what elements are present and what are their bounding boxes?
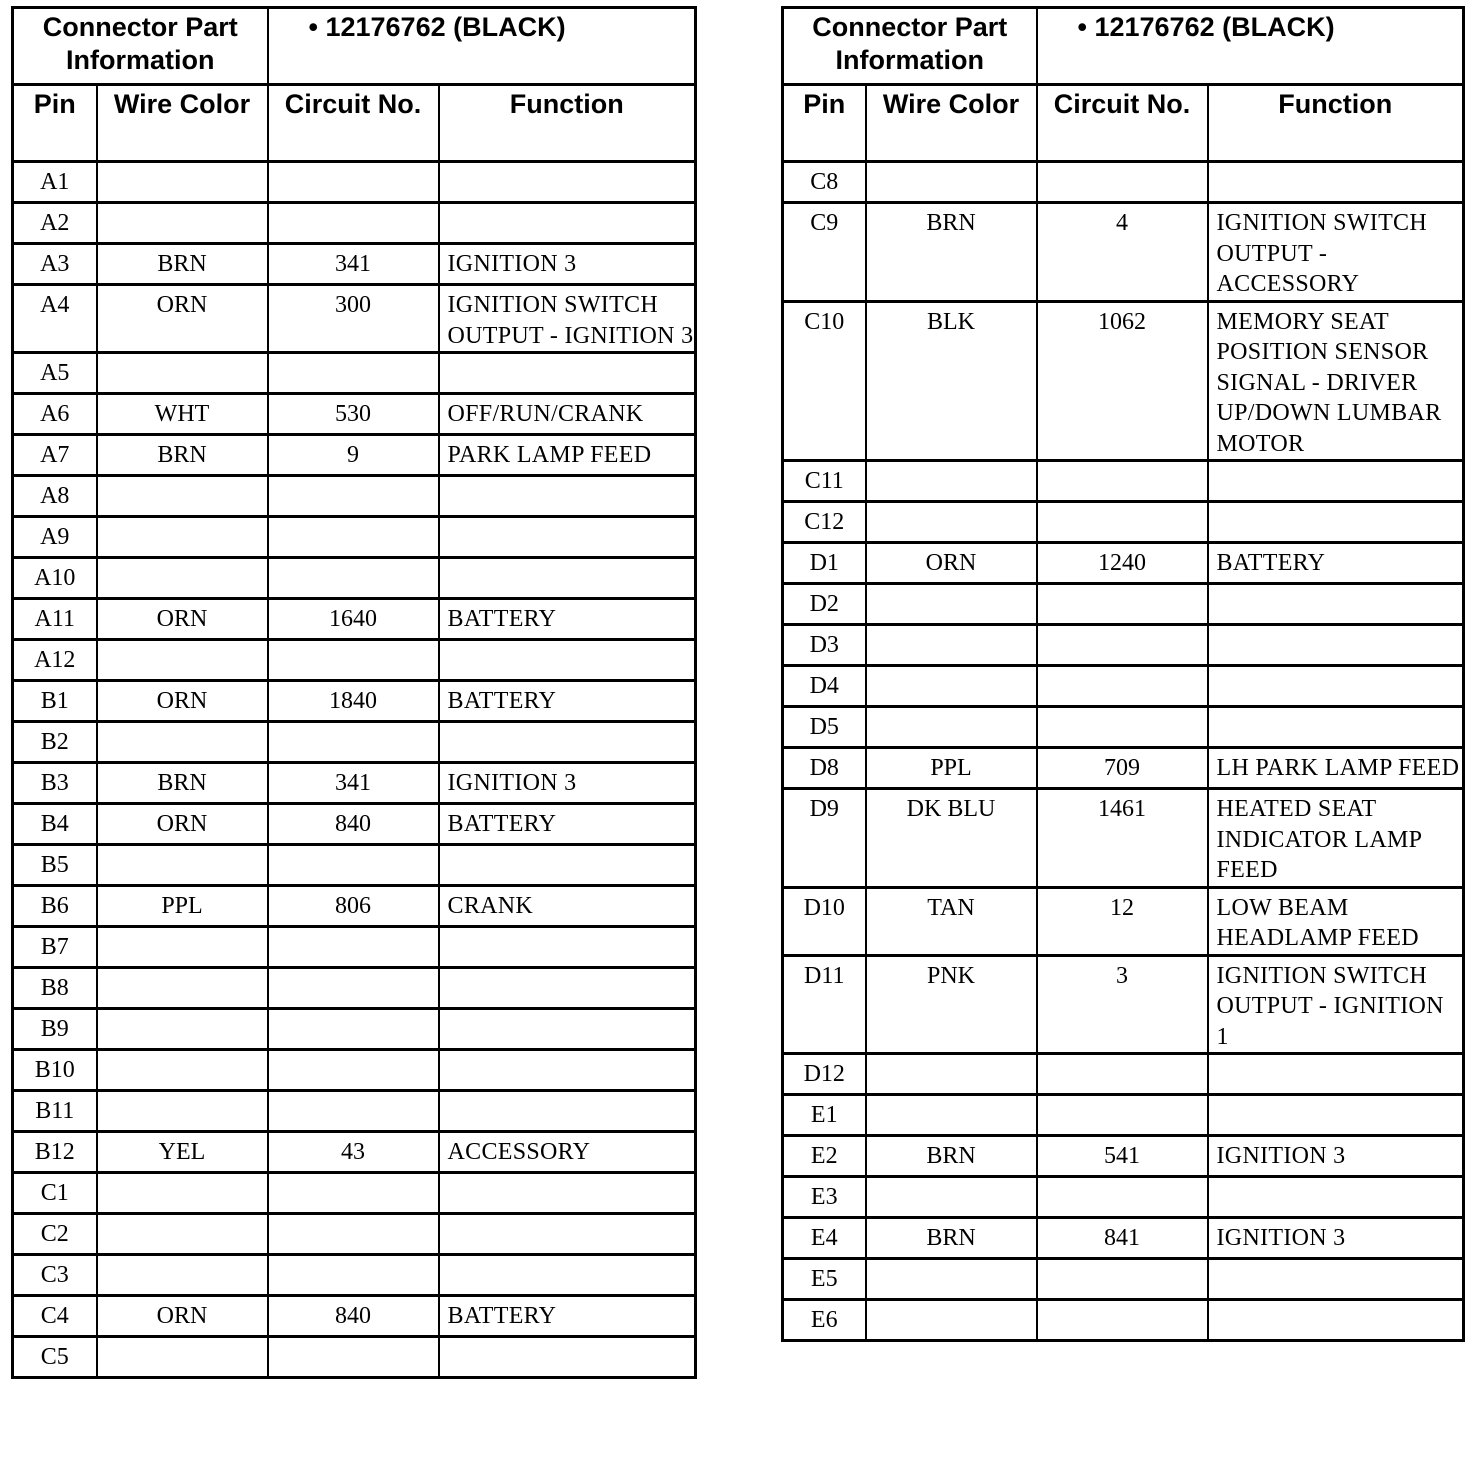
wire-color-cell: PNK bbox=[866, 955, 1037, 1054]
circuit-number-cell bbox=[268, 1050, 439, 1091]
pin-cell: E1 bbox=[783, 1095, 866, 1136]
circuit-number-cell bbox=[268, 1255, 439, 1296]
wire-color-cell: TAN bbox=[866, 887, 1037, 955]
pin-cell: C5 bbox=[13, 1337, 97, 1378]
table-row bbox=[13, 244, 696, 285]
function-cell bbox=[439, 722, 696, 763]
column-header-wire-color: Wire Color bbox=[97, 85, 268, 162]
table-row bbox=[783, 1259, 1464, 1300]
function-cell bbox=[1208, 1177, 1464, 1218]
table-row bbox=[13, 1050, 696, 1091]
wire-color-cell: ORN bbox=[97, 285, 268, 353]
table-row bbox=[13, 722, 696, 763]
wire-color-cell bbox=[97, 1091, 268, 1132]
pin-cell: B7 bbox=[13, 927, 97, 968]
pin-cell: B8 bbox=[13, 968, 97, 1009]
pin-cell: E4 bbox=[783, 1218, 866, 1259]
table-row bbox=[13, 162, 696, 203]
function-cell bbox=[1208, 1300, 1464, 1341]
function-cell: HEATED SEAT INDICATOR LAMP FEED bbox=[1208, 789, 1464, 888]
pin-cell: D9 bbox=[783, 789, 866, 888]
table-row bbox=[13, 1255, 696, 1296]
circuit-number-cell bbox=[268, 203, 439, 244]
table-row bbox=[13, 1091, 696, 1132]
function-cell: IGNITION 3 bbox=[1208, 1136, 1464, 1177]
function-cell bbox=[439, 640, 696, 681]
circuit-number-cell bbox=[1037, 1177, 1208, 1218]
wire-color-cell bbox=[866, 1095, 1037, 1136]
function-cell bbox=[439, 1214, 696, 1255]
circuit-number-cell bbox=[268, 353, 439, 394]
table-row bbox=[783, 1054, 1464, 1095]
wire-color-cell: BRN bbox=[866, 203, 1037, 302]
function-cell bbox=[439, 558, 696, 599]
table-row bbox=[13, 394, 696, 435]
function-cell: BATTERY bbox=[439, 599, 696, 640]
circuit-number-cell: 840 bbox=[268, 804, 439, 845]
circuit-number-cell bbox=[1037, 625, 1208, 666]
wire-color-cell: BRN bbox=[866, 1218, 1037, 1259]
pin-cell: A4 bbox=[13, 285, 97, 353]
table-row bbox=[783, 543, 1464, 584]
circuit-number-cell: 341 bbox=[268, 763, 439, 804]
wire-color-cell bbox=[97, 203, 268, 244]
circuit-number-cell: 840 bbox=[268, 1296, 439, 1337]
wire-color-cell bbox=[97, 722, 268, 763]
wire-color-cell bbox=[97, 476, 268, 517]
table-row bbox=[783, 301, 1464, 461]
connector-table-left bbox=[11, 6, 697, 1379]
pin-cell: B3 bbox=[13, 763, 97, 804]
function-cell bbox=[1208, 666, 1464, 707]
table-row bbox=[13, 968, 696, 1009]
table-row bbox=[783, 461, 1464, 502]
function-cell: LH PARK LAMP FEED bbox=[1208, 748, 1464, 789]
circuit-number-cell bbox=[268, 476, 439, 517]
wire-color-cell: ORN bbox=[97, 1296, 268, 1337]
circuit-number-cell: 43 bbox=[268, 1132, 439, 1173]
circuit-number-cell bbox=[1037, 707, 1208, 748]
table-row bbox=[13, 845, 696, 886]
function-cell: BATTERY bbox=[439, 804, 696, 845]
table-row bbox=[13, 886, 696, 927]
function-cell bbox=[439, 353, 696, 394]
column-header-function: Function bbox=[439, 85, 696, 162]
table-row bbox=[13, 927, 696, 968]
circuit-number-cell bbox=[268, 1214, 439, 1255]
pin-cell: B4 bbox=[13, 804, 97, 845]
table-row bbox=[13, 1132, 696, 1173]
table-row bbox=[783, 162, 1464, 203]
function-cell: IGNITION 3 bbox=[439, 763, 696, 804]
circuit-number-cell: 1640 bbox=[268, 599, 439, 640]
function-cell bbox=[439, 517, 696, 558]
wire-color-cell: ORN bbox=[866, 543, 1037, 584]
table-row bbox=[783, 203, 1464, 302]
function-cell bbox=[1208, 1095, 1464, 1136]
function-cell bbox=[439, 1050, 696, 1091]
wire-color-cell bbox=[866, 1177, 1037, 1218]
table-row bbox=[13, 599, 696, 640]
circuit-number-cell: 1840 bbox=[268, 681, 439, 722]
table-row bbox=[783, 887, 1464, 955]
circuit-number-cell bbox=[1037, 584, 1208, 625]
function-cell bbox=[1208, 1259, 1464, 1300]
pin-cell: D2 bbox=[783, 584, 866, 625]
table-row bbox=[783, 1218, 1464, 1259]
table-row bbox=[13, 640, 696, 681]
wire-color-cell bbox=[97, 845, 268, 886]
circuit-number-cell bbox=[1037, 1054, 1208, 1095]
table-row bbox=[13, 1173, 696, 1214]
table-row bbox=[13, 203, 696, 244]
circuit-number-cell: 1461 bbox=[1037, 789, 1208, 888]
pin-cell: C10 bbox=[783, 301, 866, 461]
circuit-number-cell bbox=[268, 1009, 439, 1050]
pin-cell: C3 bbox=[13, 1255, 97, 1296]
pin-cell: E3 bbox=[783, 1177, 866, 1218]
pin-cell: D5 bbox=[783, 707, 866, 748]
function-cell: CRANK bbox=[439, 886, 696, 927]
circuit-number-cell: 1240 bbox=[1037, 543, 1208, 584]
table-row bbox=[783, 1300, 1464, 1341]
wire-color-cell bbox=[97, 1337, 268, 1378]
table-row bbox=[13, 763, 696, 804]
table-row bbox=[783, 789, 1464, 888]
pin-cell: C9 bbox=[783, 203, 866, 302]
table-row bbox=[13, 517, 696, 558]
wire-color-cell bbox=[866, 707, 1037, 748]
circuit-number-cell: 4 bbox=[1037, 203, 1208, 302]
circuit-number-cell bbox=[1037, 666, 1208, 707]
circuit-number-cell: 841 bbox=[1037, 1218, 1208, 1259]
column-header-circuit-no: Circuit No. bbox=[1037, 85, 1208, 162]
table-row bbox=[783, 748, 1464, 789]
function-cell bbox=[1208, 707, 1464, 748]
pin-cell: A1 bbox=[13, 162, 97, 203]
table-row bbox=[783, 584, 1464, 625]
pin-cell: B9 bbox=[13, 1009, 97, 1050]
function-cell: IGNITION SWITCH OUTPUT - IGNITION 1 bbox=[1208, 955, 1464, 1054]
pin-cell: D11 bbox=[783, 955, 866, 1054]
wire-color-cell: ORN bbox=[97, 681, 268, 722]
pin-cell: E6 bbox=[783, 1300, 866, 1341]
column-header-circuit-no: Circuit No. bbox=[268, 85, 439, 162]
wire-color-cell bbox=[866, 584, 1037, 625]
wire-color-cell bbox=[97, 1214, 268, 1255]
function-cell bbox=[1208, 1054, 1464, 1095]
circuit-number-cell: 1062 bbox=[1037, 301, 1208, 461]
circuit-number-cell bbox=[1037, 1259, 1208, 1300]
pin-cell: D4 bbox=[783, 666, 866, 707]
pin-cell: A5 bbox=[13, 353, 97, 394]
function-cell bbox=[1208, 461, 1464, 502]
pin-cell: D3 bbox=[783, 625, 866, 666]
function-cell bbox=[439, 1255, 696, 1296]
column-header-pin: Pin bbox=[13, 85, 97, 162]
function-cell bbox=[1208, 625, 1464, 666]
table-row bbox=[783, 1095, 1464, 1136]
wire-color-cell bbox=[97, 1009, 268, 1050]
wire-color-cell: PPL bbox=[866, 748, 1037, 789]
function-cell bbox=[1208, 162, 1464, 203]
pin-cell: A7 bbox=[13, 435, 97, 476]
function-cell: ACCESSORY bbox=[439, 1132, 696, 1173]
wire-color-cell bbox=[97, 927, 268, 968]
wire-color-cell bbox=[97, 1255, 268, 1296]
column-header-pin: Pin bbox=[783, 85, 866, 162]
circuit-number-cell bbox=[1037, 1095, 1208, 1136]
pin-cell: D12 bbox=[783, 1054, 866, 1095]
function-cell bbox=[439, 162, 696, 203]
circuit-number-cell bbox=[268, 162, 439, 203]
pin-cell: A3 bbox=[13, 244, 97, 285]
circuit-number-cell: 12 bbox=[1037, 887, 1208, 955]
function-cell bbox=[439, 968, 696, 1009]
pin-cell: D8 bbox=[783, 748, 866, 789]
wire-color-cell: YEL bbox=[97, 1132, 268, 1173]
circuit-number-cell bbox=[268, 927, 439, 968]
wire-color-cell bbox=[866, 461, 1037, 502]
wire-color-cell: WHT bbox=[97, 394, 268, 435]
wire-color-cell: PPL bbox=[97, 886, 268, 927]
wire-color-cell bbox=[97, 558, 268, 599]
pin-cell: A9 bbox=[13, 517, 97, 558]
wire-color-cell bbox=[866, 1259, 1037, 1300]
table-row bbox=[783, 1177, 1464, 1218]
table-row bbox=[783, 707, 1464, 748]
circuit-number-cell bbox=[268, 722, 439, 763]
pin-cell: D1 bbox=[783, 543, 866, 584]
table-row bbox=[13, 804, 696, 845]
circuit-number-cell bbox=[268, 640, 439, 681]
wire-color-cell bbox=[866, 502, 1037, 543]
pin-rows bbox=[13, 162, 696, 1378]
function-cell: BATTERY bbox=[439, 1296, 696, 1337]
wire-color-cell bbox=[97, 1173, 268, 1214]
table-row bbox=[13, 558, 696, 599]
connector-part-number: • 12176762 (BLACK) bbox=[1037, 8, 1464, 85]
function-cell: IGNITION 3 bbox=[439, 244, 696, 285]
pin-cell: B1 bbox=[13, 681, 97, 722]
pin-cell: B5 bbox=[13, 845, 97, 886]
table-row bbox=[13, 353, 696, 394]
wire-color-cell: ORN bbox=[97, 599, 268, 640]
circuit-number-cell bbox=[1037, 461, 1208, 502]
pin-cell: D10 bbox=[783, 887, 866, 955]
connector-info-label: Connector Part Information bbox=[783, 8, 1037, 85]
function-cell bbox=[439, 845, 696, 886]
wire-color-cell bbox=[97, 517, 268, 558]
pin-cell: A8 bbox=[13, 476, 97, 517]
wire-color-cell bbox=[866, 162, 1037, 203]
table-row bbox=[783, 625, 1464, 666]
circuit-number-cell bbox=[1037, 1300, 1208, 1341]
function-cell: IGNITION 3 bbox=[1208, 1218, 1464, 1259]
function-cell bbox=[439, 1091, 696, 1132]
function-cell: IGNITION SWITCH OUTPUT - ACCESSORY bbox=[1208, 203, 1464, 302]
wire-color-cell bbox=[97, 353, 268, 394]
pin-cell: A12 bbox=[13, 640, 97, 681]
circuit-number-cell bbox=[1037, 502, 1208, 543]
wire-color-cell: DK BLU bbox=[866, 789, 1037, 888]
wire-color-cell bbox=[866, 666, 1037, 707]
wire-color-cell bbox=[866, 1300, 1037, 1341]
pin-cell: C2 bbox=[13, 1214, 97, 1255]
pin-cell: B2 bbox=[13, 722, 97, 763]
pin-cell: B6 bbox=[13, 886, 97, 927]
wire-color-cell: ORN bbox=[97, 804, 268, 845]
circuit-number-cell: 3 bbox=[1037, 955, 1208, 1054]
circuit-number-cell bbox=[268, 1091, 439, 1132]
wire-color-cell bbox=[97, 968, 268, 1009]
circuit-number-cell bbox=[268, 1173, 439, 1214]
table-row bbox=[13, 1009, 696, 1050]
wire-color-cell bbox=[97, 640, 268, 681]
function-cell bbox=[439, 1173, 696, 1214]
table-row bbox=[783, 1136, 1464, 1177]
pin-cell: A2 bbox=[13, 203, 97, 244]
circuit-number-cell: 541 bbox=[1037, 1136, 1208, 1177]
pin-cell: E2 bbox=[783, 1136, 866, 1177]
function-cell bbox=[439, 476, 696, 517]
function-cell: PARK LAMP FEED bbox=[439, 435, 696, 476]
function-cell bbox=[439, 1337, 696, 1378]
pin-cell: A11 bbox=[13, 599, 97, 640]
table-row bbox=[783, 955, 1464, 1054]
table-row bbox=[13, 1296, 696, 1337]
table-row bbox=[13, 1214, 696, 1255]
column-header-function: Function bbox=[1208, 85, 1464, 162]
table-row bbox=[783, 666, 1464, 707]
circuit-number-cell bbox=[1037, 162, 1208, 203]
circuit-number-cell bbox=[268, 968, 439, 1009]
pin-cell: C8 bbox=[783, 162, 866, 203]
function-cell: BATTERY bbox=[439, 681, 696, 722]
circuit-number-cell bbox=[268, 558, 439, 599]
pin-cell: C4 bbox=[13, 1296, 97, 1337]
table-row bbox=[783, 502, 1464, 543]
pin-cell: C11 bbox=[783, 461, 866, 502]
connector-info-label: Connector Part Information bbox=[13, 8, 268, 85]
wire-color-cell: BRN bbox=[97, 763, 268, 804]
function-cell: MEMORY SEAT POSITION SENSOR SIGNAL - DRIVER UP/DOWN LUMBAR MOTOR bbox=[1208, 301, 1464, 461]
circuit-number-cell: 709 bbox=[1037, 748, 1208, 789]
pin-cell: A6 bbox=[13, 394, 97, 435]
wire-color-cell: BLK bbox=[866, 301, 1037, 461]
circuit-number-cell: 300 bbox=[268, 285, 439, 353]
function-cell: IGNITION SWITCH OUTPUT - IGNITION 3 bbox=[439, 285, 696, 353]
function-cell: LOW BEAM HEADLAMP FEED bbox=[1208, 887, 1464, 955]
pin-cell: B12 bbox=[13, 1132, 97, 1173]
function-cell bbox=[439, 203, 696, 244]
circuit-number-cell bbox=[268, 845, 439, 886]
wire-color-cell: BRN bbox=[97, 435, 268, 476]
pin-cell: B10 bbox=[13, 1050, 97, 1091]
column-header-wire-color: Wire Color bbox=[866, 85, 1037, 162]
function-cell bbox=[1208, 584, 1464, 625]
pin-cell: B11 bbox=[13, 1091, 97, 1132]
table-row bbox=[13, 1337, 696, 1378]
circuit-number-cell bbox=[268, 517, 439, 558]
circuit-number-cell bbox=[268, 1337, 439, 1378]
circuit-number-cell: 530 bbox=[268, 394, 439, 435]
pin-rows bbox=[783, 162, 1464, 1341]
pin-cell: E5 bbox=[783, 1259, 866, 1300]
table-row bbox=[13, 681, 696, 722]
circuit-number-cell: 341 bbox=[268, 244, 439, 285]
pin-cell: A10 bbox=[13, 558, 97, 599]
circuit-number-cell: 9 bbox=[268, 435, 439, 476]
connector-table-right bbox=[781, 6, 1465, 1342]
table-row bbox=[13, 285, 696, 353]
wire-color-cell bbox=[97, 1050, 268, 1091]
wire-color-cell bbox=[866, 1054, 1037, 1095]
function-cell bbox=[1208, 502, 1464, 543]
table-row bbox=[13, 435, 696, 476]
connector-part-number: • 12176762 (BLACK) bbox=[268, 8, 696, 85]
wire-color-cell bbox=[866, 625, 1037, 666]
wire-color-cell: BRN bbox=[866, 1136, 1037, 1177]
circuit-number-cell: 806 bbox=[268, 886, 439, 927]
pin-cell: C12 bbox=[783, 502, 866, 543]
wire-color-cell bbox=[97, 162, 268, 203]
wire-color-cell: BRN bbox=[97, 244, 268, 285]
pin-cell: C1 bbox=[13, 1173, 97, 1214]
function-cell bbox=[439, 927, 696, 968]
function-cell: OFF/RUN/CRANK bbox=[439, 394, 696, 435]
function-cell: BATTERY bbox=[1208, 543, 1464, 584]
table-row bbox=[13, 476, 696, 517]
function-cell bbox=[439, 1009, 696, 1050]
